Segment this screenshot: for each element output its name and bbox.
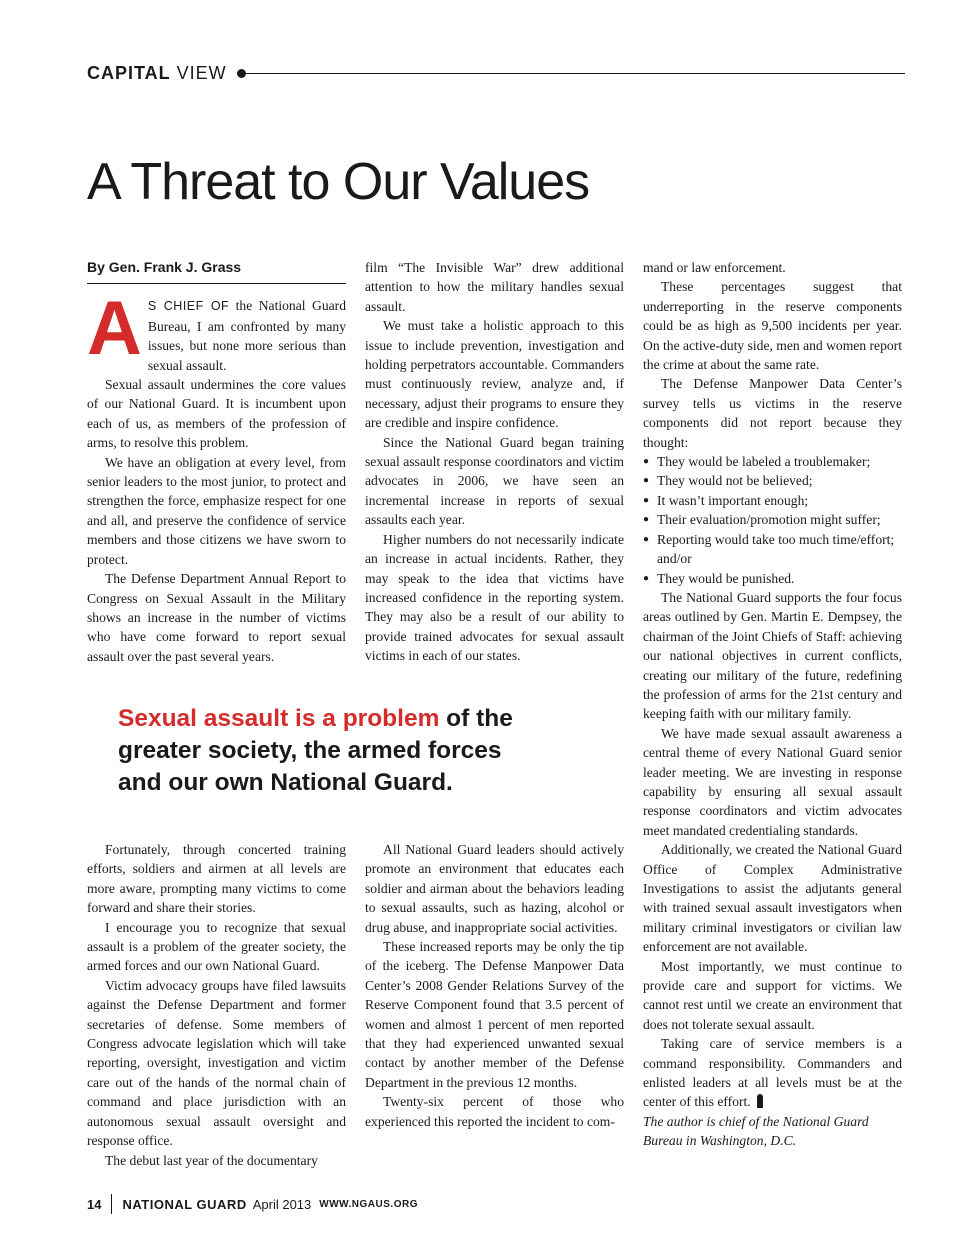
magazine-name: NATIONAL GUARD — [122, 1196, 247, 1212]
list-item: ● They would not be believed; — [643, 471, 902, 490]
paragraph: mand or law enforcement. — [643, 260, 786, 275]
bullet-dot-icon — [237, 69, 246, 78]
paragraph: The National Guard supports the four focus areas outlined by Gen. Martin E. Dempsey, the chairman of the Joint Chiefs of Staff: achieving our national objectives in current conflicts, creating our military of the future, redefining the profession of arms for the 21st century and keeping faith with our military family. — [643, 589, 902, 722]
column-1-top — [87, 258, 346, 666]
last-paragraph — [643, 1034, 902, 1112]
paragraph: Sexual assault undermines the core values of our National Guard. It is incumbent upon each of us, as members of the profession of arms, to resolve this problem. — [87, 377, 346, 451]
end-mark-icon — [757, 1094, 763, 1108]
paragraph: The Defense Department Annual Report to Congress on Sexual Assault in the Military shows an increase in the number of victims who have come forward to report sexual assault over the past several years. — [87, 571, 346, 664]
list-item: ● Their evaluation/promotion might suffer; — [643, 510, 902, 529]
paragraph: film “The Invisible War” drew additional attention to how the military handles sexual assault. — [365, 260, 624, 314]
list-item: ● Reporting would take too much time/effort; and/or — [643, 530, 902, 569]
paragraph: We have an obligation at every level, from senior leaders to the most junior, to protect and strengthen the force, emphasize respect for one and all, and preserve the confidence of service members and those citizens we have sworn to protect. — [87, 454, 346, 567]
paragraph: Twenty-six percent of those who experienced this reported the incident to com- — [365, 1094, 624, 1129]
list-item: ● It wasn’t important enough; — [643, 491, 902, 510]
paragraph: All National Guard leaders should actively promote an environment that educates each soldier and airman about the behaviors leading to sexual assaults, such as hazing, alcohol or drug abuse, and inappropriate social activities. — [365, 842, 624, 935]
column-2-bottom — [365, 840, 624, 1131]
paragraph: These percentages suggest that underreporting in the reserve components could be as high as 9,500 incidents per year. On the active-duty side, men and women report the crime at about the same rate. — [643, 279, 902, 373]
column-1-bottom — [87, 840, 346, 1170]
lead-text: the National Guard Bureau, I am confronted by many issues, but none more serious than sexual assault. — [147, 298, 346, 373]
drop-cap: A — [87, 286, 142, 372]
paragraph: Additionally, we created the National Guard Office of Complex Administrative Investigations to assist the adjutants general with trained sexual assault investigators when military criminal investigators or civilian law enforcement are not available. — [643, 842, 902, 955]
website: WWW.NGAUS.ORG — [319, 1198, 418, 1210]
paragraph: Victim advocacy groups have filed lawsuits against the Defense Department and former secretaries of defense. Some members of Congress advocate legislation which will take reporting, oversight, investigation and victim care out of the hands of the normal chain of command and place jurisdiction with an autonomous sexual assault oversight and response office. — [87, 977, 346, 1149]
paragraph: Since the National Guard began training sexual assault response coordinators and victim advocates in 2006, we have seen an incremental increase in reports of sexual assaults each year. — [365, 434, 624, 528]
column-3 — [643, 258, 902, 1151]
footer-divider — [111, 1194, 112, 1214]
section-label-light: VIEW — [176, 62, 227, 83]
column-2-top — [365, 258, 624, 666]
last-paragraph-text: Taking care of service members is a command responsibility. Commanders and enlisted leaders at all levels must be at the center of this effort. — [643, 1036, 902, 1110]
pull-quote-rest: of the greater society, the armed forces and our own National Guard. — [118, 705, 513, 796]
page-number: 14 — [87, 1196, 102, 1212]
lead-caps: S CHIEF OF — [147, 299, 230, 314]
section-label-strong: CAPITAL — [87, 62, 171, 83]
paragraph: Most importantly, we must continue to provide care and support for victims. We cannot rest until we create an environment that does not tolerate sexual assault. — [643, 958, 902, 1032]
pull-quote-highlight: Sexual assault is a problem — [118, 705, 440, 732]
paragraph: Fortunately, through concerted training efforts, soldiers and airmen at all levels are more aware, prompting many victims to come forward and share their stories. — [87, 842, 346, 916]
paragraph: The debut last year of the documentary — [105, 1152, 318, 1168]
section-header — [87, 62, 905, 84]
paragraph: The Defense Manpower Data Center’s survey tells us victims in the reserve components did not report because they thought: — [643, 376, 902, 450]
paragraph: We have made sexual assault awareness a central theme of every National Guard senior leader meeting. We are investing in response capability by ensuring all sexual assault response coordinators and victim advocates meet mandated credentialing standards. — [643, 725, 902, 838]
paragraph: We must take a holistic approach to this issue to include prevention, investigation and holding perpetrators accountable. Commanders must continuously review, analyze and, if necessary, adjust their programs to ensure they are credible and inspire confidence. — [365, 318, 624, 431]
list-item: ● They would be labeled a troublemaker; — [643, 452, 902, 471]
list-item: ● They would be punished. — [643, 569, 902, 588]
paragraph: I encourage you to recognize that sexual assault is a problem of the greater society, the armed forces and our own National Guard. — [87, 919, 346, 974]
pull-quote — [118, 703, 538, 799]
issue-date: April 2013 — [252, 1196, 312, 1212]
lead-paragraph — [87, 286, 346, 375]
header-rule — [246, 73, 905, 74]
reasons-list — [643, 452, 902, 588]
page-footer — [87, 1194, 418, 1214]
author-credit: The author is chief of the National Guard Bureau in Washington, D.C. — [643, 1113, 869, 1149]
byline: By Gen. Frank J. Grass — [87, 258, 346, 284]
article-title: A Threat to Our Values — [87, 153, 590, 211]
paragraph: Higher numbers do not necessarily indicate an increase in actual incidents. Rather, they may speak to the idea that victims have increased confidence in the reporting system. They may also be a result of our ability to provide trained advocates for sexual assault victims in each of our states. — [365, 531, 624, 664]
paragraph: These increased reports may be only the tip of the iceberg. The Defense Manpower Data Center’s 2008 Gender Relations Survey of the Reserve Component found that 3.5 percent of women and almost 1 percent of men reported that they had experienced unwanted sexual contact by another member of the Defense Department in the previous 12 months. — [365, 939, 624, 1090]
